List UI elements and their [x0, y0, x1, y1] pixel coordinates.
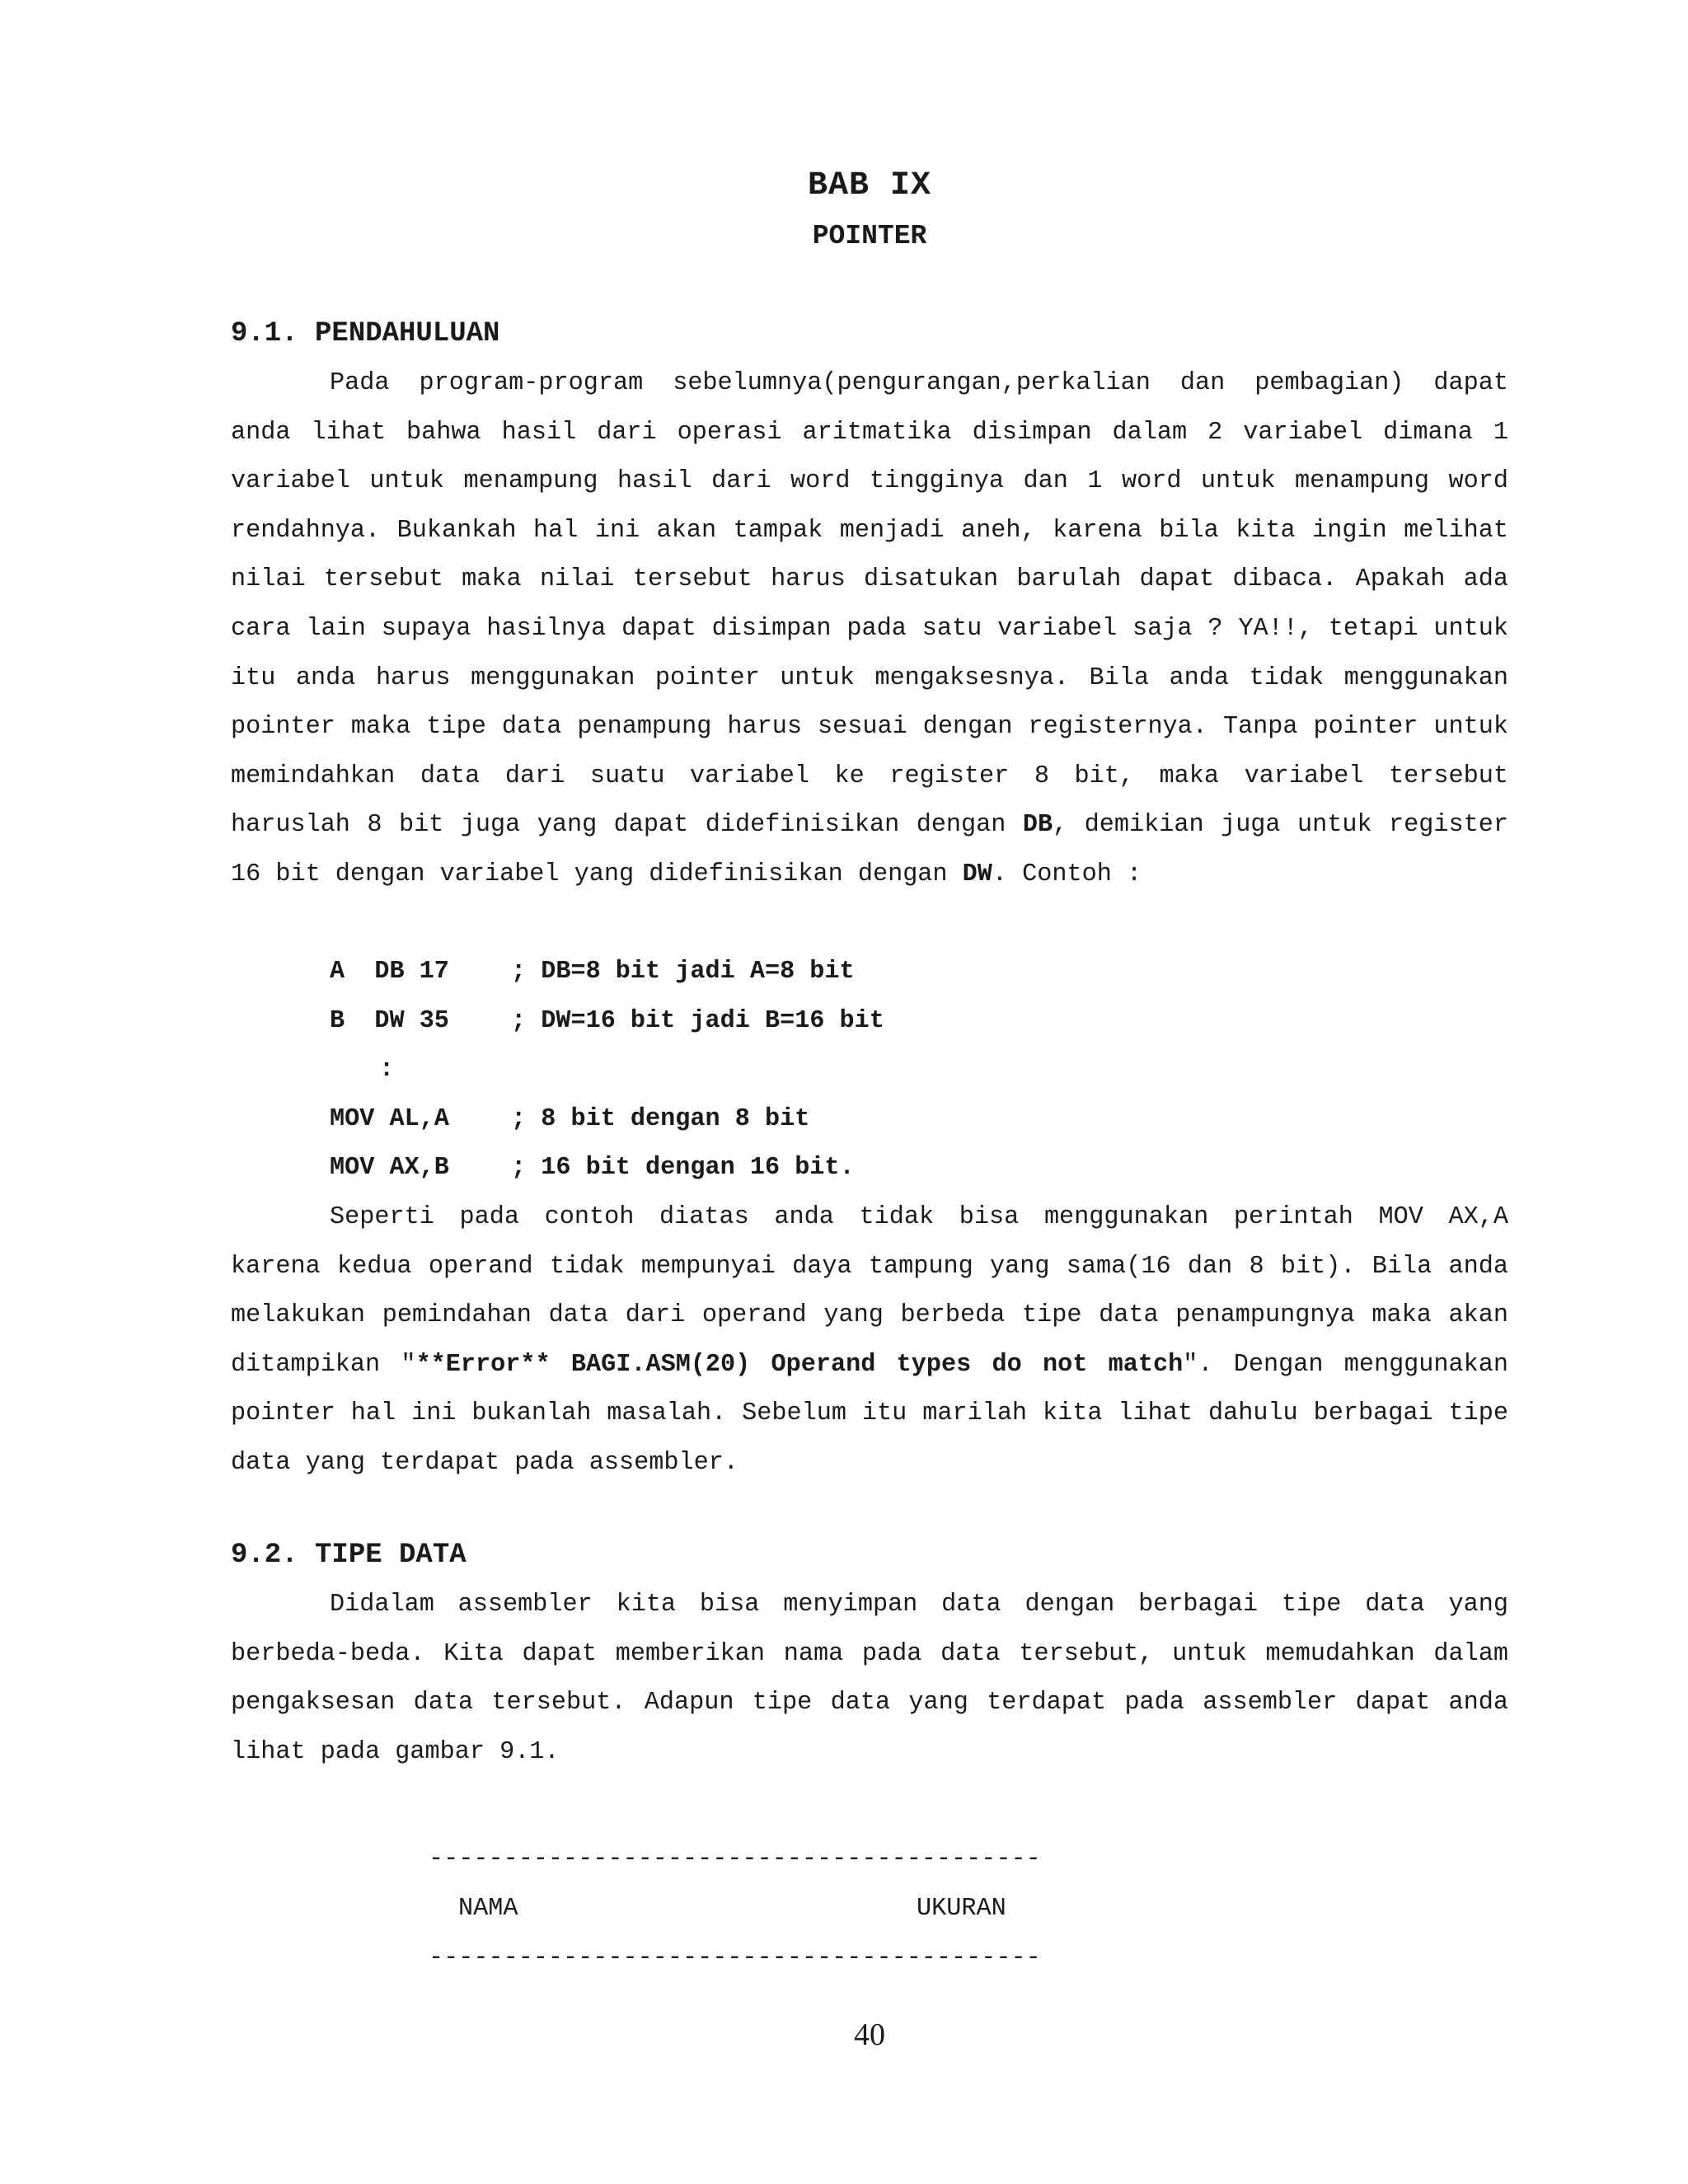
paragraph-introduction [231, 359, 1508, 900]
code-line [330, 1046, 884, 1095]
table-rule-bottom: ----------------------------------------- [429, 1944, 1041, 1972]
code-instruction: MOV AX,B [330, 1154, 449, 1183]
paragraph-text: Seperti pada contoh diatas anda tidak bisa menggunakan perintah MOV AX,A karena kedua operand tidak mempunyai daya tampung yang sama(16 dan 8 bit). Bila anda melakukan pemindahan data dari operand yang berbeda tipe data penampungnya maka akan ditampikan " [231, 1203, 1508, 1379]
paragraph-text: , demikian juga untuk register 16 bit dengan variabel yang didefinisikan dengan [231, 811, 1508, 888]
column-header-ukuran: UKURAN [917, 1895, 1006, 1923]
table-header-row [429, 1884, 1041, 1933]
keyword-dw: DW [962, 860, 992, 888]
error-message: **Error** BAGI.ASM(20) Operand types do not match [415, 1350, 1184, 1379]
column-header-nama: NAMA [458, 1895, 518, 1923]
chapter-title: BAB IX [807, 167, 932, 204]
keyword-db: DB [1022, 811, 1053, 840]
page-number: 40 [854, 2018, 885, 2052]
code-instruction: B DW 35 [330, 1006, 449, 1035]
paragraph-text: . Contoh : [992, 860, 1142, 888]
paragraph-text: ". Dengan menggunakan pointer hal ini bukanlah masalah. Sebelum itu marilah kita lihat dahulu berbagai tipe data yang terdapat pada assembler. [231, 1350, 1508, 1477]
code-comment: ; 8 bit dengan 8 bit [511, 1104, 810, 1133]
code-example [330, 948, 884, 1193]
code-comment: ; 16 bit dengan 16 bit. [511, 1154, 855, 1183]
code-ellipsis: : [379, 1056, 395, 1085]
code-comment: ; DW=16 bit jadi B=16 bit [511, 1006, 884, 1035]
paragraph-operand-mismatch [231, 1193, 1508, 1488]
code-line [330, 1095, 884, 1145]
code-instruction: A DB 17 [330, 958, 449, 986]
table-rule-top: ----------------------------------------- [429, 1845, 1041, 1873]
code-instruction: MOV AL,A [330, 1104, 449, 1133]
chapter-subtitle: POINTER [812, 221, 927, 251]
paragraph-data-types: Didalam assembler kita bisa menyimpan data dengan berbagai tipe data yang berbeda-beda. Kita dapat memberikan nama pada data tersebut, untuk memudahkan dalam pengaksesan data tersebut. Adapun tipe data yang terdapat pada assembler dapat anda lihat pada gambar 9.1. [231, 1591, 1508, 1766]
section-heading-pendahuluan: 9.1. PENDAHULUAN [231, 318, 500, 349]
data-type-table [429, 1835, 1041, 1983]
code-comment: ; DB=8 bit jadi A=8 bit [511, 958, 855, 986]
section-heading-tipe-data: 9.2. TIPE DATA [231, 1540, 467, 1571]
code-line [330, 997, 884, 1047]
code-line [330, 1144, 884, 1193]
code-line [330, 948, 884, 997]
paragraph-text: Pada program-program sebelumnya(pengurangan,perkalian dan pembagian) dapat anda lihat bahwa hasil dari operasi aritmatika disimpan dalam 2 variabel dimana 1 variabel untuk menampung hasil dari word tingginya dan 1 word untuk menampung word rendahnya. Bukankah hal ini akan tampak menjadi aneh, karena bila kita ingin melihat nilai tersebut maka nilai tersebut harus disatukan barulah dapat dibaca. Apakah ada cara lain supaya hasilnya dapat disimpan pada satu variabel saja ? YA!!, tetapi untuk itu anda harus menggunakan pointer untuk mengaksesnya. Bila anda tidak menggunakan pointer maka tipe data penampung harus sesuai dengan registernya. Tanpa pointer untuk memindahkan data dari suatu variabel ke register 8 bit, maka variabel tersebut haruslah 8 bit juga yang dapat didefinisikan dengan [231, 369, 1508, 840]
